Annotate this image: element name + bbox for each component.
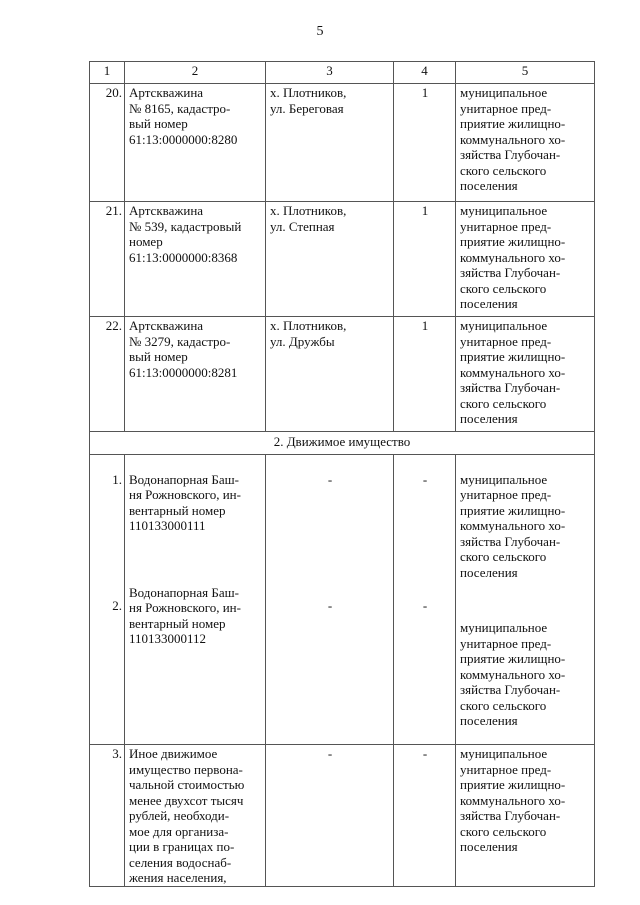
object-holder: муниципальное унитарное пред- приятие жилищно- коммунального хо- зяйства Глубочан- ского сельского поселения (456, 84, 595, 202)
object-holder: муниципальное унитарное пред- приятие жилищно- коммунального хо- зяйства Глубочан- ского сельского поселения (456, 202, 595, 317)
object-holder-cell (456, 455, 595, 745)
object-quantity: 1 (394, 317, 456, 432)
page-number: 5 (316, 24, 324, 39)
column-header: 1 (90, 62, 125, 84)
table-row (90, 202, 595, 317)
object-quantity: 1 (394, 202, 456, 317)
table-row (90, 317, 595, 432)
object-address: - (327, 598, 333, 613)
table-header-row (90, 62, 595, 84)
row-number: 21. (90, 202, 125, 317)
object-name: Артскважина № 539, кадастровый номер 61:13:0000000:8368 (125, 202, 266, 317)
object-quantity: 1 (394, 84, 456, 202)
row-number: 22. (90, 317, 125, 432)
object-name: Артскважина № 3279, кадастро- вый номер 61:13:0000000:8281 (125, 317, 266, 432)
object-name-cell (125, 455, 266, 745)
object-address: х. Плотников, ул. Степная (266, 202, 394, 317)
object-address: - (327, 471, 333, 487)
object-name: Водонапорная Баш- ня Рожновского, ин- вентарный номер 110133000111 (129, 471, 241, 533)
object-holder: муниципальное унитарное пред- приятие жилищно- коммунального хо- зяйства Глубочан- ского сельского поселения (460, 471, 566, 580)
row-number-cell (90, 455, 125, 745)
row-number: 20. (90, 84, 125, 202)
object-name: Артскважина № 8165, кадастро- вый номер 61:13:0000000:8280 (125, 84, 266, 202)
column-header: 5 (456, 62, 595, 84)
object-holder: муниципальное унитарное пред- приятие жилищно- коммунального хо- зяйства Глубочан- ского сельского поселения (456, 745, 595, 887)
object-quantity: - (422, 471, 428, 487)
object-quantity: - (422, 598, 428, 613)
column-header: 4 (394, 62, 456, 84)
row-number: 2. (112, 598, 122, 613)
table-row (90, 84, 595, 202)
object-name: Иное движимое имущество первона- чальной стоимостью менее двухсот тысяч рублей, необходи- мое для организа- ции в границах по- селения водоснаб- жения населения, (125, 745, 266, 887)
row-number: 1. (112, 471, 122, 487)
object-quantity: - (394, 745, 456, 887)
property-register-table (89, 61, 595, 887)
row-number: 3. (90, 745, 125, 887)
object-holder: муниципальное унитарное пред- приятие жилищно- коммунального хо- зяйства Глубочан- ского сельского поселения (460, 620, 566, 728)
object-holder: муниципальное унитарное пред- приятие жилищно- коммунального хо- зяйства Глубочан- ского сельского поселения (456, 317, 595, 432)
column-header: 3 (266, 62, 394, 84)
column-header: 2 (125, 62, 266, 84)
object-address-cell (266, 455, 394, 745)
section-title: 2. Движимое имущество (90, 432, 595, 455)
object-address: х. Плотников, ул. Береговая (266, 84, 394, 202)
object-name: Водонапорная Баш- ня Рожновского, ин- вентарный номер 110133000112 (129, 584, 241, 646)
table-row (90, 745, 595, 887)
object-address: х. Плотников, ул. Дружбы (266, 317, 394, 432)
table-row (90, 455, 595, 745)
object-address: - (266, 745, 394, 887)
object-quantity-cell (394, 455, 456, 745)
section-heading-row (90, 432, 595, 455)
